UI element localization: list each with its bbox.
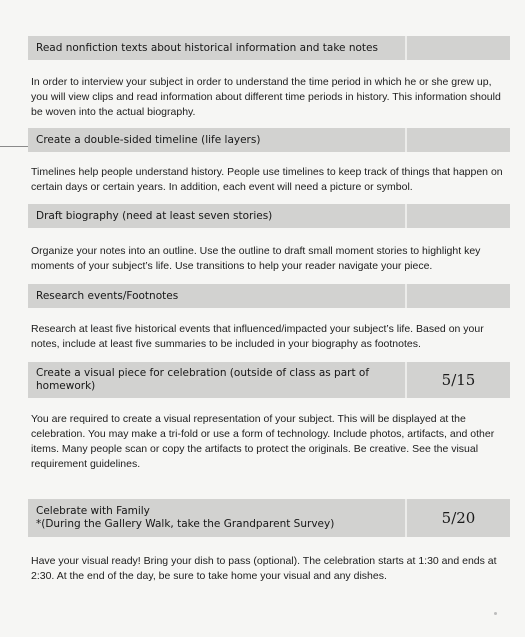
section-title-line: Create a double-sided timeline (life layers) (36, 133, 261, 146)
section-body: Timelines help people understand history. People use timelines to keep track of things that happen on certain days or certain years. In addition, each event will need a picture or symbol. (31, 166, 503, 193)
section-title (28, 128, 405, 152)
section-body: Have your visual ready! Bring your dish to pass (optional). The celebration starts at 1:30 and ends at 2:30. At the end of the day, be sure to take home your visual and any dishes. (31, 555, 497, 582)
section-body: Organize your notes into an outline. Use the outline to draft small moment stories to highlight key moments of your subject’s life. Use transitions to help your reader navigate your piece. (31, 245, 481, 272)
section-title (28, 36, 405, 60)
section-title-line: homework) (36, 380, 96, 392)
section-header-draft (28, 204, 510, 228)
section-body: In order to interview your subject in order to understand the time period in which he or she grew up, you will view clips and read information about different time periods in history. This information should be woven into the actual biography. (31, 76, 501, 118)
section-title (28, 204, 405, 228)
section-title-line: Research events/Footnotes (36, 289, 179, 302)
section-due-date (405, 284, 510, 308)
scan-speck (494, 612, 497, 615)
section-title-line: Celebrate with Family (36, 505, 150, 517)
section-header-visual (28, 362, 510, 398)
section-due-date (405, 204, 510, 228)
section-title-line: Draft biography (need at least seven stories) (36, 209, 273, 222)
section-title (28, 284, 405, 308)
section-due-date: 5/20 (405, 499, 510, 537)
section-title-line: Create a visual piece for celebration (outside of class as part of (36, 367, 370, 379)
section-due-date (405, 36, 510, 60)
section-header-celebration (28, 499, 510, 537)
section-body: You are required to create a visual representation of your subject. This will be displayed at the celebration. You may make a tri-fold or use a form of technology. Include photos, artifacts, and other items. Many people scan or copy the artifacts to protect the originals. Be creative. See the visual requirement guidelines. (31, 413, 495, 470)
section-header-timeline (28, 128, 510, 152)
section-body: Research at least five historical events that influenced/impacted your subject’s life. Based on your notes, include at least five summaries to be included in your biography as footnotes. (31, 323, 484, 350)
section-title (28, 499, 405, 537)
section-header-notes (28, 36, 510, 60)
section-due-date: 5/15 (405, 362, 510, 398)
section-header-research (28, 284, 510, 308)
section-due-date (405, 128, 510, 152)
section-title-line: Read nonfiction texts about historical information and take notes (36, 41, 378, 54)
section-title-line: *(During the Gallery Walk, take the Grandparent Survey) (36, 518, 335, 530)
section-title (28, 362, 405, 398)
